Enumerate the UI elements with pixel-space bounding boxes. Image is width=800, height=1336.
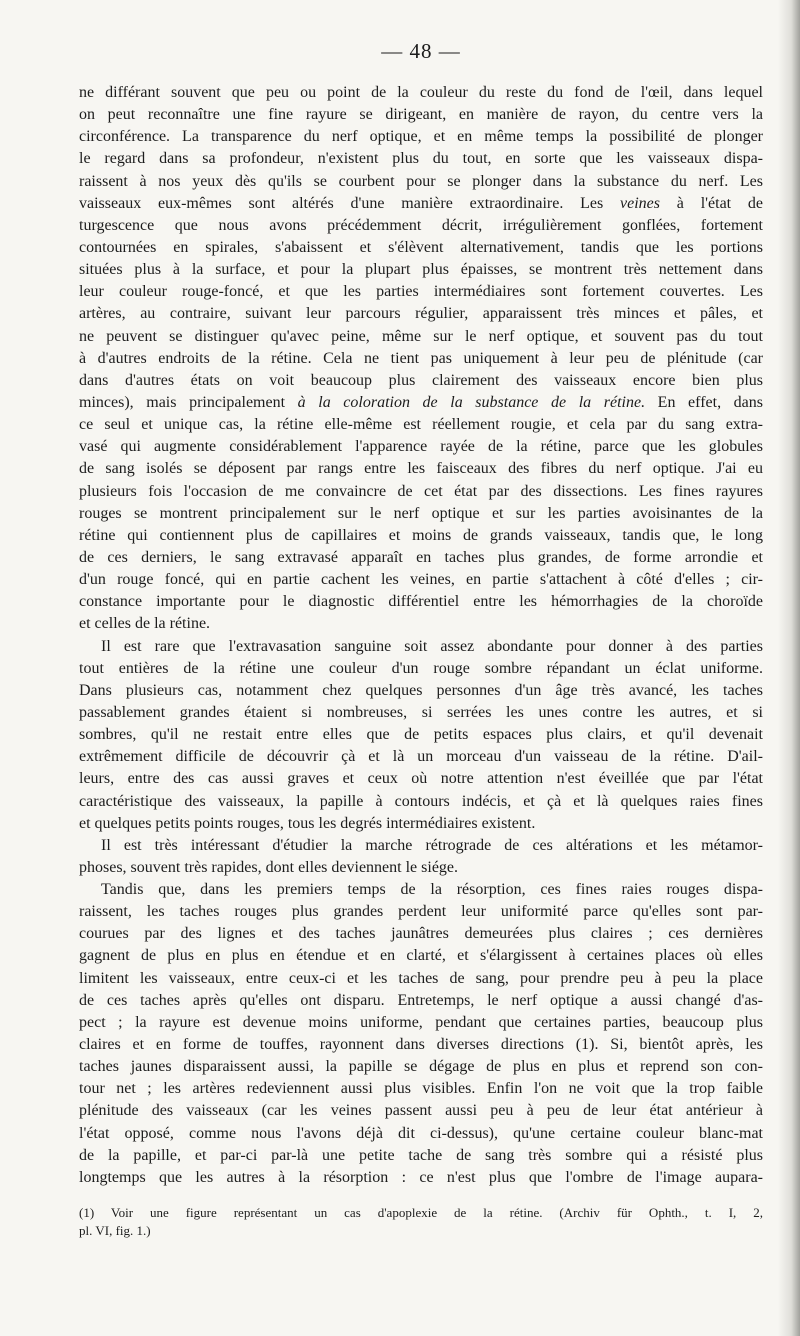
text-line: taches jaunes disparaissent aussi, la papille se dégage de plus en plus et reprend son con- [79, 1058, 763, 1076]
text-line: de sang isolés se déposent par rangs entre les faisceaux des fibres du nerf optique. J'ai eu [79, 460, 763, 478]
text-line: de la papille, et par-ci par-là une petite tache de sang très sombre qui a résisté plus [79, 1146, 763, 1164]
text-line: et quelques petits points rouges, tous les degrés intermédiaires existent. [79, 814, 536, 832]
text-line: ce seul et unique cas, la rétine elle-même est réellement rougie, et cela par du sang extra- [79, 416, 763, 434]
page-edge-shadow [778, 0, 800, 1336]
text-line-text: vaisseaux eux-mêmes sont altérés d'une manière extraordinaire. Les [79, 194, 621, 212]
text-line: ne différant souvent que peu ou point de la couleur du reste du fond de l'œil, dans lequel [79, 84, 763, 101]
footnote-line: (1) Voir une figure représentant un cas d'apoplexie de la rétine. (Archiv für Ophth., t. I, 2, [79, 1205, 763, 1221]
text-line: sombres, qu'il ne restait entre elles que de petits espaces plus clairs, et qu'il devenait [79, 726, 763, 744]
body-text [79, 84, 763, 1191]
text-line: ne peuvent se distinguer qu'avec peine, même sur le nerf optique, et souvent pas du tout [79, 327, 763, 345]
text-line: rouges se montrent principalement sur le nerf optique et sur les parties avoisinantes de la [79, 504, 763, 522]
text-line-text: à l'état de [660, 194, 763, 212]
text-line: plusieurs fois l'occasion de me convaincre de cet état par des dissections. Les fines rayures [79, 482, 763, 500]
text-line: à d'autres endroits de la rétine. Cela ne tient pas uniquement à leur peu de plénitude (car [79, 349, 763, 367]
text-line: on peut reconnaître une fine rayure se dirigeant, en manière de rayon, du centre vers la [79, 106, 763, 124]
text-line: limitent les vaisseaux, entre ceux-ci et les taches de sang, pour prendre peu à peu la place [79, 969, 763, 987]
text-line-text: En effet, dans [645, 393, 763, 411]
text-line: tout entières de la rétine une couleur d'un rouge sombre répandant un éclat uniforme. [79, 659, 763, 677]
text-line: constance importante pour le diagnostic différentiel entre les hémorrhagies de la choroïde [79, 593, 763, 611]
text-line: situées plus à la surface, et pour la plupart plus épaisses, se montrent très nettement dans [79, 261, 763, 279]
text-line: rétine qui contiennent plus de capillaires et moins de grands vaisseaux, tandis que, le long [79, 526, 763, 544]
text-line: raissent, les taches rouges plus grandes perdent leur uniformité parce qu'elles sont par- [79, 903, 763, 921]
text-line: l'état opposé, comme nous l'avons déjà dit ci-dessus), qu'une certaine couleur blanc-mat [79, 1124, 763, 1142]
text-line-italic: à la coloration de la substance de la rétine. [297, 393, 646, 411]
text-line: claires et en forme de touffes, rayonnent dans diverses directions (1). Si, bientôt après, les [79, 1036, 763, 1054]
text-line: de ces taches après qu'elles ont disparu. Entretemps, le nerf optique a aussi changé d'as- [79, 991, 763, 1009]
text-line: extrêmement difficile de découvrir çà et là un morceau d'un vaisseau de la rétine. D'ail- [79, 748, 763, 766]
text-line: circonférence. La transparence du nerf optique, et en même temps la possibilité de plonger [79, 128, 763, 146]
text-line: phoses, souvent très rapides, dont elles deviennent le siége. [79, 858, 459, 876]
book-page [79, 38, 763, 1240]
text-line [79, 394, 763, 416]
text-line: leurs, entre des cas aussi graves et ceux où notre attention n'est éveillée que par l'état [79, 770, 763, 788]
footnote [79, 1204, 763, 1240]
text-line: tour net ; les artères redeviennent aussi plus visibles. Enfin l'on ne voit que la trop faible [79, 1080, 763, 1098]
text-line: leur couleur rouge-foncé, et que les parties intermédiaires sont fortement couvertes. Les [79, 283, 763, 301]
text-line: contournées en spirales, s'abaissent et s'élèvent alternativement, tandis que les portions [79, 238, 763, 256]
text-line: courues par des lignes et des taches jaunâtres demeurées plus claires ; ces dernières [79, 925, 763, 943]
text-line: Il est très intéressant d'étudier la marche rétrograde de ces altérations et les métamor- [101, 836, 763, 854]
text-line: de ces derniers, le sang extravasé apparaît en taches plus grandes, de forme arrondie et [79, 548, 763, 566]
text-line: dans d'autres états on voit beaucoup plus clairement des vaisseaux encore bien plus [79, 371, 763, 389]
page-number: — 48 — [381, 39, 461, 63]
text-line: longtemps que les autres à la résorption : ce n'est plus que l'ombre de l'image aupara- [79, 1168, 763, 1186]
text-line: gagnent de plus en plus en étendue et en clarté, et s'élargissent à certaines places où elles [79, 947, 763, 965]
text-line: artères, au contraire, suivant leur parcours régulier, apparaissent très minces et pâles, et [79, 305, 763, 323]
text-line: passablement grandes étaient si nombreuses, si serrées les unes contre les autres, et si [79, 703, 763, 721]
text-line [79, 195, 763, 217]
footnote-line: pl. VI, fig. 1.) [79, 1223, 151, 1239]
text-line: Il est rare que l'extravasation sanguine soit assez abondante pour donner à des parties [101, 637, 763, 655]
text-line: Dans plusieurs cas, notamment chez quelques personnes d'un âge très avancé, les taches [79, 681, 763, 699]
text-line: Tandis que, dans les premiers temps de la résorption, ces fines raies rouges dispa- [101, 881, 763, 899]
text-line: turgescence que nous avons précédemment décrit, irrégulièrement gonflées, fortement [79, 216, 763, 234]
text-line: d'un rouge foncé, qui en partie cachent les veines, en partie s'attachent à côté d'elles ; cir- [79, 571, 763, 589]
text-line: pect ; la rayure est devenue moins uniforme, pendant que certaines parties, beaucoup plus [79, 1013, 763, 1031]
text-line: plénitude des vaisseaux (car les veines passent aussi peu à peu de leur état antérieur à [79, 1102, 763, 1120]
text-line: vasé qui augmente considérablement l'apparence rayée de la rétine, parce que les globules [79, 438, 763, 456]
text-line: raissent à nos yeux dès qu'ils se courbent pour se plonger dans la substance du nerf. Les [79, 172, 763, 190]
text-line: et celles de la rétine. [79, 615, 211, 633]
text-line-italic: veines [620, 194, 661, 212]
text-line-text: minces), mais principalement [79, 393, 298, 411]
text-line: caractéristique des vaisseaux, la papille à contours indécis, et çà et là quelques raies fines [79, 792, 763, 810]
text-line: le regard dans sa profondeur, n'existent plus du tout, en sorte que les vaisseaux dispa- [79, 150, 763, 168]
